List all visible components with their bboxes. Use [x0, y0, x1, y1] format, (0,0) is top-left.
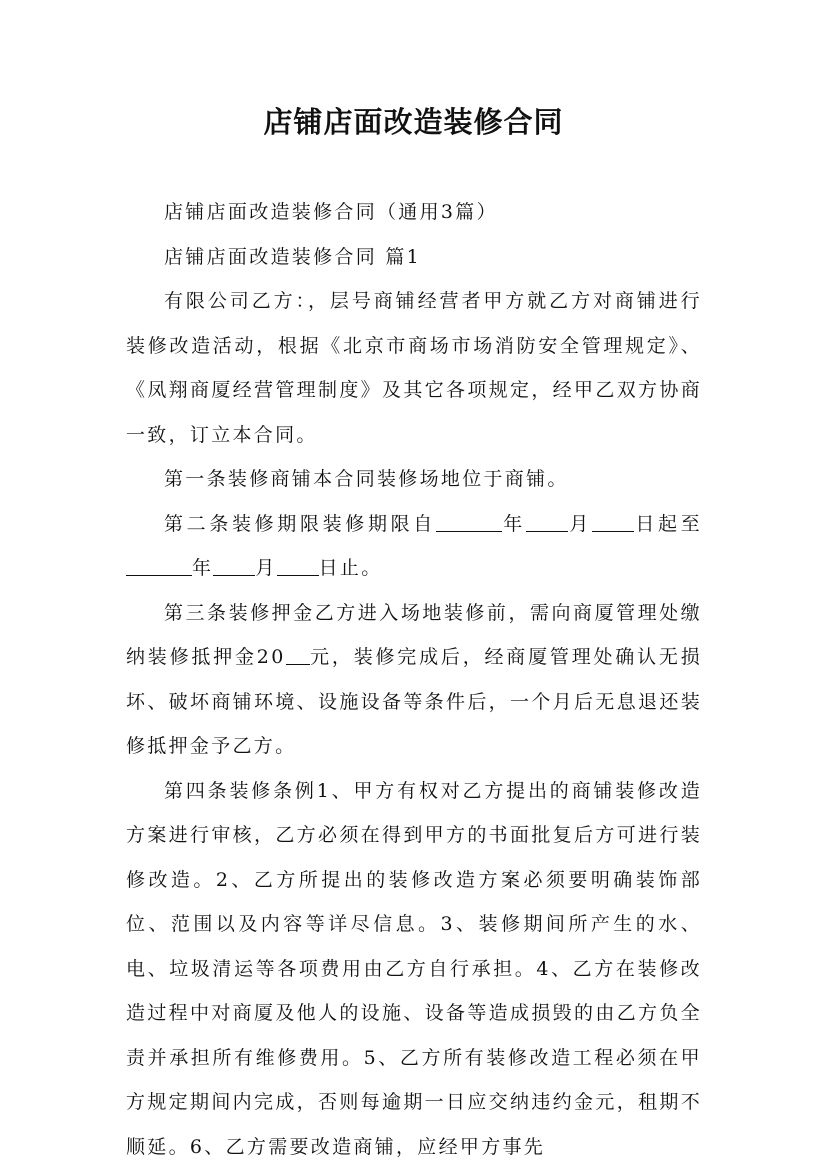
- article-4: 第四条装修条例1、甲方有权对乙方提出的商铺装修改造方案进行审核，乙方必须在得到甲方的书面批复后方可进行装修改造。2、乙方所提出的装修改造方案必须要明确装饰部位、范围以及内容等详尽信息。3、装修期间所产生的水、电、垃圾清运等各项费用由乙方自行承担。4、乙方在装修改造过程中对商厦及他人的设施、设备等造成损毁的由乙方负全责并承担所有维修费用。5、乙方所有装修改造工程必须在甲方规定期间内完成，否则每逾期一日应交纳违约金元，租期不顺延。6、乙方需要改造商铺，应经甲方事先: [126, 779, 702, 1158]
- month-label: 月: [255, 557, 277, 579]
- blank-line: [286, 645, 310, 665]
- day-label: 日起至: [634, 512, 702, 535]
- document-title: 店铺店面改造装修合同: [263, 105, 564, 139]
- month-label: 月: [567, 512, 592, 535]
- document-body: [126, 190, 702, 1169]
- blank-line: [436, 512, 502, 532]
- year-label: 年: [501, 512, 526, 535]
- day-label: 日止。: [318, 557, 383, 579]
- article-2-prefix: 第二条装修期限装修期限自: [164, 512, 436, 535]
- year-label: 年: [192, 557, 214, 579]
- blank-line: [526, 512, 568, 532]
- section-heading: 店铺店面改造装修合同 篇1: [164, 245, 422, 268]
- article-3-part2: 元，装修完成后，经商厦管理处确认无损坏、破坏商铺环境、设施设备等条件后，一个月后无息退还装修抵押金予乙方。: [126, 646, 703, 757]
- article-3-part1: 第三条装修押金乙方进入场地装修前，需向商厦管理处缴纳装修抵押金20: [126, 601, 702, 668]
- article-2: [126, 502, 702, 591]
- article-3: [126, 591, 702, 769]
- document-subtitle: 店铺店面改造装修合同（通用3篇）: [164, 201, 498, 223]
- paragraph-intro: 有限公司乙方：，层号商铺经营者甲方就乙方对商铺进行装修改造活动，根据《北京市商场市场消防安全管理规定》、《凤翔商厦经营管理制度》及其它各项规定，经甲乙双方协商一致，订立本合同。: [126, 290, 702, 446]
- blank-line: [213, 556, 255, 576]
- article-1: 第一条装修商铺本合同装修场地位于商铺。: [164, 468, 569, 490]
- blank-line: [126, 556, 192, 576]
- blank-line: [592, 512, 634, 532]
- blank-line: [277, 556, 319, 576]
